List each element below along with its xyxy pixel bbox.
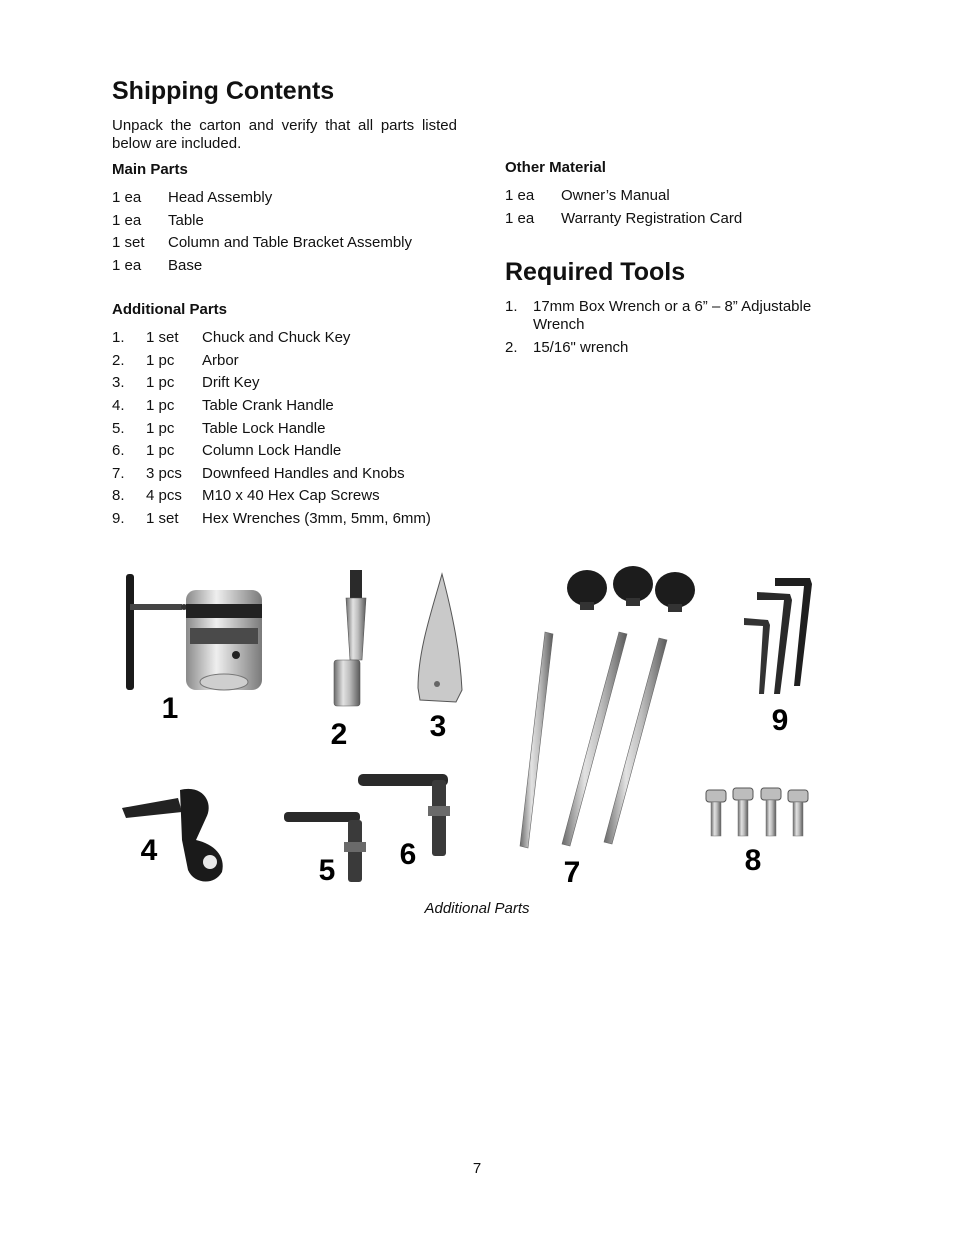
part-qty: 1 ea [112, 257, 142, 274]
tool-text: Wrench [533, 316, 585, 333]
material-name: Owner’s Manual [561, 187, 670, 204]
shipping-intro: Unpack the carton and verify that all parts listed below are included. [112, 117, 457, 152]
part-qty: 1 pc [146, 442, 175, 459]
part-qty: 1 pc [146, 352, 175, 369]
page-number: 7 [472, 1160, 482, 1177]
hex-cap-screws-image [706, 788, 808, 836]
part-number: 8. [112, 487, 125, 504]
part-number: 2. [112, 352, 125, 369]
figure-caption: Additional Parts [424, 900, 530, 917]
drift-key-image [418, 574, 462, 702]
part-name: Table Lock Handle [202, 420, 326, 437]
tool-text: 15/16" wrench [533, 339, 629, 356]
tool-number: 2. [505, 339, 518, 356]
part-qty: 1 set [112, 234, 145, 251]
part-label-5: 5 [318, 854, 336, 887]
downfeed-knobs-image [567, 566, 695, 612]
part-number: 5. [112, 420, 125, 437]
part-name: Column and Table Bracket Assembly [168, 234, 413, 251]
required-tools-title: Required Tools [505, 258, 686, 286]
part-qty: 1 pc [146, 420, 175, 437]
part-number: 9. [112, 510, 125, 527]
part-qty: 1 pc [146, 374, 175, 391]
chuck-and-key-image [126, 574, 262, 690]
main-parts-heading: Main Parts [112, 161, 188, 178]
part-label-1: 1 [161, 692, 179, 725]
part-label-8: 8 [744, 844, 762, 877]
part-name: Hex Wrenches (3mm, 5mm, 6mm) [202, 510, 431, 527]
part-label-7: 7 [563, 856, 581, 889]
part-name: M10 x 40 Hex Cap Screws [202, 487, 380, 504]
tool-number: 1. [505, 298, 518, 315]
part-number: 1. [112, 329, 125, 346]
part-name: Drift Key [202, 374, 260, 391]
material-qty: 1 ea [505, 210, 535, 227]
part-name: Chuck and Chuck Key [202, 329, 351, 346]
part-label-2: 2 [330, 718, 348, 751]
shipping-contents-title: Shipping Contents [112, 77, 335, 105]
part-name: Head Assembly [168, 189, 273, 206]
tool-text: 17mm Box Wrench or a 6” – 8” Adjustable [533, 298, 812, 315]
arbor-image [334, 570, 366, 706]
part-number: 6. [112, 442, 125, 459]
part-label-4: 4 [140, 834, 158, 867]
part-label-9: 9 [771, 704, 789, 737]
part-label-3: 3 [429, 710, 447, 743]
part-qty: 1 ea [112, 189, 142, 206]
part-name: Column Lock Handle [202, 442, 342, 459]
part-name: Base [168, 257, 203, 274]
downfeed-handles-image [520, 632, 667, 848]
material-name: Warranty Registration Card [561, 210, 743, 227]
part-name: Downfeed Handles and Knobs [202, 465, 405, 482]
part-name: Arbor [202, 352, 239, 369]
part-number: 4. [112, 397, 125, 414]
other-material-heading: Other Material [505, 159, 606, 176]
part-number: 7. [112, 465, 125, 482]
table-crank-handle-image [122, 789, 223, 882]
part-qty: 3 pcs [146, 465, 182, 482]
part-qty: 1 pc [146, 397, 175, 414]
part-qty: 1 set [146, 329, 179, 346]
hex-wrenches-image [744, 578, 812, 694]
part-label-6: 6 [399, 838, 417, 871]
part-qty: 4 pcs [146, 487, 182, 504]
material-qty: 1 ea [505, 187, 535, 204]
part-name: Table Crank Handle [202, 397, 334, 414]
part-qty: 1 ea [112, 212, 142, 229]
part-number: 3. [112, 374, 125, 391]
part-qty: 1 set [146, 510, 179, 527]
part-name: Table [168, 212, 204, 229]
additional-parts-heading: Additional Parts [112, 301, 228, 318]
